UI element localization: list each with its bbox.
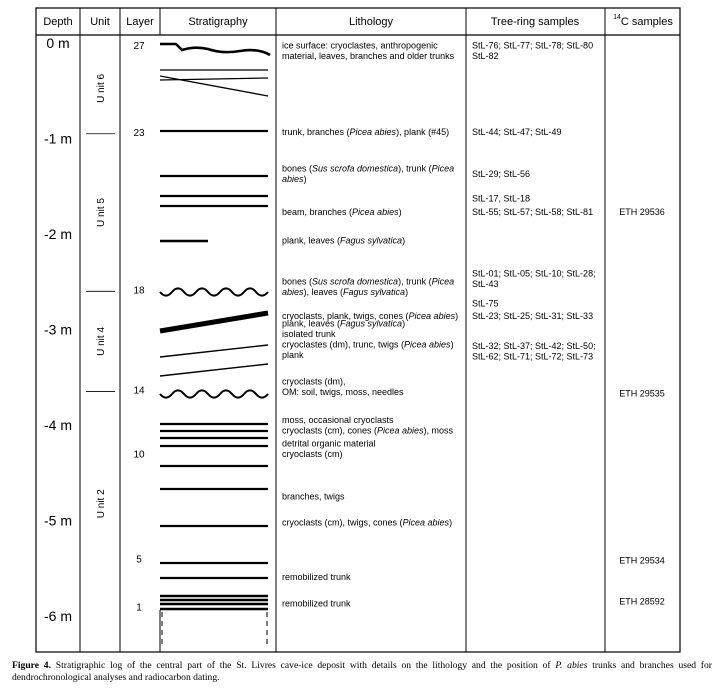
depth-label: -6 m	[44, 608, 72, 624]
header-row	[43, 14, 673, 28]
lithology-text: )	[450, 339, 454, 350]
depth-axis	[44, 35, 72, 624]
tree-ring-samples: StL-76; StL-77; StL-78; StL-80	[472, 40, 594, 51]
lithology-entry	[282, 318, 454, 360]
tree-ring-column	[472, 40, 596, 361]
lithology-text: ), plank (#45)	[396, 126, 450, 137]
depth-label: -2 m	[44, 226, 72, 242]
header-c14-superscript: 14	[613, 14, 621, 21]
unit-label: U nit 2	[96, 489, 107, 519]
table-frame	[36, 8, 680, 652]
lithology-text: ), trunk (	[398, 163, 432, 174]
header-tree-ring: Tree-ring samples	[490, 16, 580, 28]
c14-sample: ETH 29535	[619, 388, 665, 399]
header-depth: Depth	[43, 16, 73, 28]
lithology-text: beam, branches (	[282, 207, 353, 218]
depth-label: -1 m	[44, 130, 72, 147]
lithology-text: branches, twigs	[282, 491, 345, 502]
header-lithology: Lithology	[348, 16, 394, 28]
c14-sample: ETH 29534	[619, 555, 665, 566]
tree-ring-samples: StL-17, StL-18	[472, 193, 531, 204]
unit-label: U nit 5	[96, 198, 107, 227]
lithology-text: Picea abies	[404, 339, 451, 350]
lithology-text: bones (	[282, 163, 313, 174]
header-stratigraphy: Stratigraphy	[188, 16, 248, 28]
lithology-entry	[282, 276, 454, 297]
unconformity-wave-14	[160, 390, 268, 397]
unconformity-wave-18	[160, 288, 268, 295]
depth-label: 0 m	[46, 35, 70, 51]
depth-label: -4 m	[44, 417, 72, 433]
layer-number: 27	[133, 40, 145, 52]
lithology-text: abies	[282, 174, 304, 185]
lithology-entry	[282, 492, 345, 502]
lithology-text: )	[402, 318, 406, 329]
lithology-text: plank	[282, 349, 304, 360]
lithology-text: )	[449, 517, 453, 528]
caption-species: P. abies	[555, 660, 588, 671]
tree-ring-entry	[472, 207, 593, 217]
tree-ring-samples: StL-44; StL-47; StL-49	[472, 126, 562, 137]
lithology-entry	[282, 415, 454, 436]
outer-border	[36, 8, 680, 652]
tree-ring-entry	[472, 311, 593, 321]
layer-number: 10	[133, 449, 145, 461]
lithology-text: material, leaves, branches and older trunks	[282, 50, 455, 61]
depth-label: -3 m	[44, 321, 72, 338]
lithology-entry	[282, 236, 405, 246]
lithology-text: cryoclasts (cm), twigs, cones (	[282, 517, 403, 528]
lithology-text: Sus scrofa domestica	[312, 163, 399, 174]
stratigraphy-column	[160, 44, 270, 648]
lithology-text: cryoclasts (dm),	[282, 376, 346, 387]
c14-column	[619, 207, 665, 607]
header-layer: Layer	[126, 16, 154, 28]
plank-inclined	[160, 364, 268, 376]
tree-ring-samples: StL-29; StL-56	[472, 168, 531, 179]
tree-ring-entry	[472, 269, 596, 290]
tree-ring-samples: StL-01; StL-05; StL-10; StL-28;	[472, 268, 596, 279]
figure-caption	[12, 660, 712, 684]
c14-sample: ETH 29536	[619, 207, 665, 218]
lithology-text: )	[455, 311, 459, 322]
tree-ring-samples: StL-32; StL-37; StL-42; StL-50;	[472, 341, 596, 352]
lithology-entry	[282, 40, 455, 61]
ice-surface-line	[160, 44, 270, 55]
lithology-text: Fagus sylvatica	[340, 235, 403, 246]
tree-ring-samples: StL-43	[472, 279, 499, 290]
lithology-column	[282, 40, 458, 608]
lithology-text: Picea abies	[377, 425, 424, 436]
layer-number: 18	[133, 285, 145, 297]
lithology-text: Picea abies	[349, 126, 397, 137]
tree-ring-entry	[472, 341, 596, 362]
lithology-text: ), trunk (	[398, 276, 432, 287]
lithology-entry	[282, 127, 449, 137]
lithology-text: Picea	[431, 276, 455, 287]
lithology-text: remobilized trunk	[282, 571, 351, 582]
depth-label: -5 m	[44, 512, 72, 529]
trunk-inclined	[160, 345, 268, 357]
unit-column	[86, 73, 115, 518]
tree-ring-entry	[472, 194, 530, 204]
header-unit: Unit	[90, 16, 110, 28]
lithology-text: detrital organic material	[282, 438, 376, 449]
tree-ring-samples: StL-55; StL-57; StL-58; StL-81	[472, 207, 594, 218]
lithology-entry	[282, 599, 351, 609]
tree-ring-entry	[472, 299, 499, 309]
lithology-text: Picea abies	[402, 517, 450, 528]
unit-label: U nit 6	[96, 73, 107, 103]
c14-sample: ETH 28592	[619, 596, 665, 607]
lithology-text: moss, occasional cryoclasts	[282, 414, 394, 425]
lithology-text: abies	[282, 286, 304, 297]
lithology-text: )	[303, 174, 307, 185]
layer-number: 1	[136, 602, 142, 614]
lithology-text: cryoclastes (dm), trunc, twigs (	[282, 339, 405, 350]
lithology-text: Picea abies	[408, 311, 456, 322]
tree-ring-samples: StL-75	[472, 298, 499, 309]
caption-text-1: Stratigraphic log of the central part of the St. Livres cave-ice deposit with details on the lithology and the position of	[50, 660, 556, 671]
lithology-text: Fagus sylvatica	[343, 286, 406, 297]
lithology-text: cryoclasts, plank, twigs, cones (	[282, 311, 409, 322]
lithology-text: Picea	[431, 163, 455, 174]
lithology-text: )	[398, 207, 402, 218]
lithology-entry	[282, 439, 376, 460]
lithology-text: trunk, branches (	[282, 126, 350, 137]
lithology-text: plank, leaves (	[282, 235, 341, 246]
lithology-text: )	[402, 235, 406, 246]
tree-ring-entry	[472, 127, 562, 137]
lithology-text: ), moss	[423, 425, 454, 436]
tree-ring-entry	[472, 40, 593, 61]
lithology-text: cryoclasts (cm)	[282, 449, 343, 460]
lithology-text: ), leaves (	[303, 286, 344, 297]
tree-ring-entry	[472, 169, 530, 179]
lithology-entry	[282, 377, 404, 398]
lithology-entry	[282, 164, 454, 185]
tree-ring-samples: StL-82	[472, 50, 499, 61]
header-c14	[613, 14, 673, 28]
lithology-text: plank, leaves (	[282, 318, 341, 329]
layer-number: 14	[133, 385, 145, 397]
lithology-entry	[282, 572, 351, 582]
lithology-text: remobilized trunk	[282, 598, 351, 609]
lithology-entry	[282, 207, 402, 217]
lithology-entry	[282, 517, 452, 527]
lithology-text: Sus scrofa domestica	[312, 276, 399, 287]
lithology-text: bones (	[282, 276, 313, 287]
lithology-text: ice surface: cryoclastes, anthropogenic	[282, 40, 438, 51]
header-c14-text: C samples	[620, 16, 673, 28]
unit-label: U nit 4	[96, 326, 107, 356]
lithology-text: OM: soil, twigs, moss, needles	[282, 387, 404, 398]
layer-column	[133, 41, 145, 614]
plank-thick-inclined	[160, 313, 268, 331]
lithology-text: Fagus sylvatica	[340, 318, 403, 329]
tree-ring-samples: StL-23; StL-25; StL-31; StL-33	[472, 311, 594, 322]
lithology-text: isolated trunk	[282, 328, 336, 339]
lithology-text: )	[405, 286, 409, 297]
layer-number: 23	[133, 127, 145, 139]
caption-label: Figure 4.	[12, 660, 51, 671]
caption-text-2: trunks and branches used for dendrochronological analyses and radiocarbon dating.	[12, 660, 712, 683]
lithology-text: Picea abies	[352, 207, 399, 218]
tree-ring-samples: StL-62; StL-71; StL-72; StL-73	[472, 351, 594, 362]
layer-number: 5	[136, 554, 142, 566]
lithology-text: cryoclasts (cm), cones (	[282, 425, 378, 436]
